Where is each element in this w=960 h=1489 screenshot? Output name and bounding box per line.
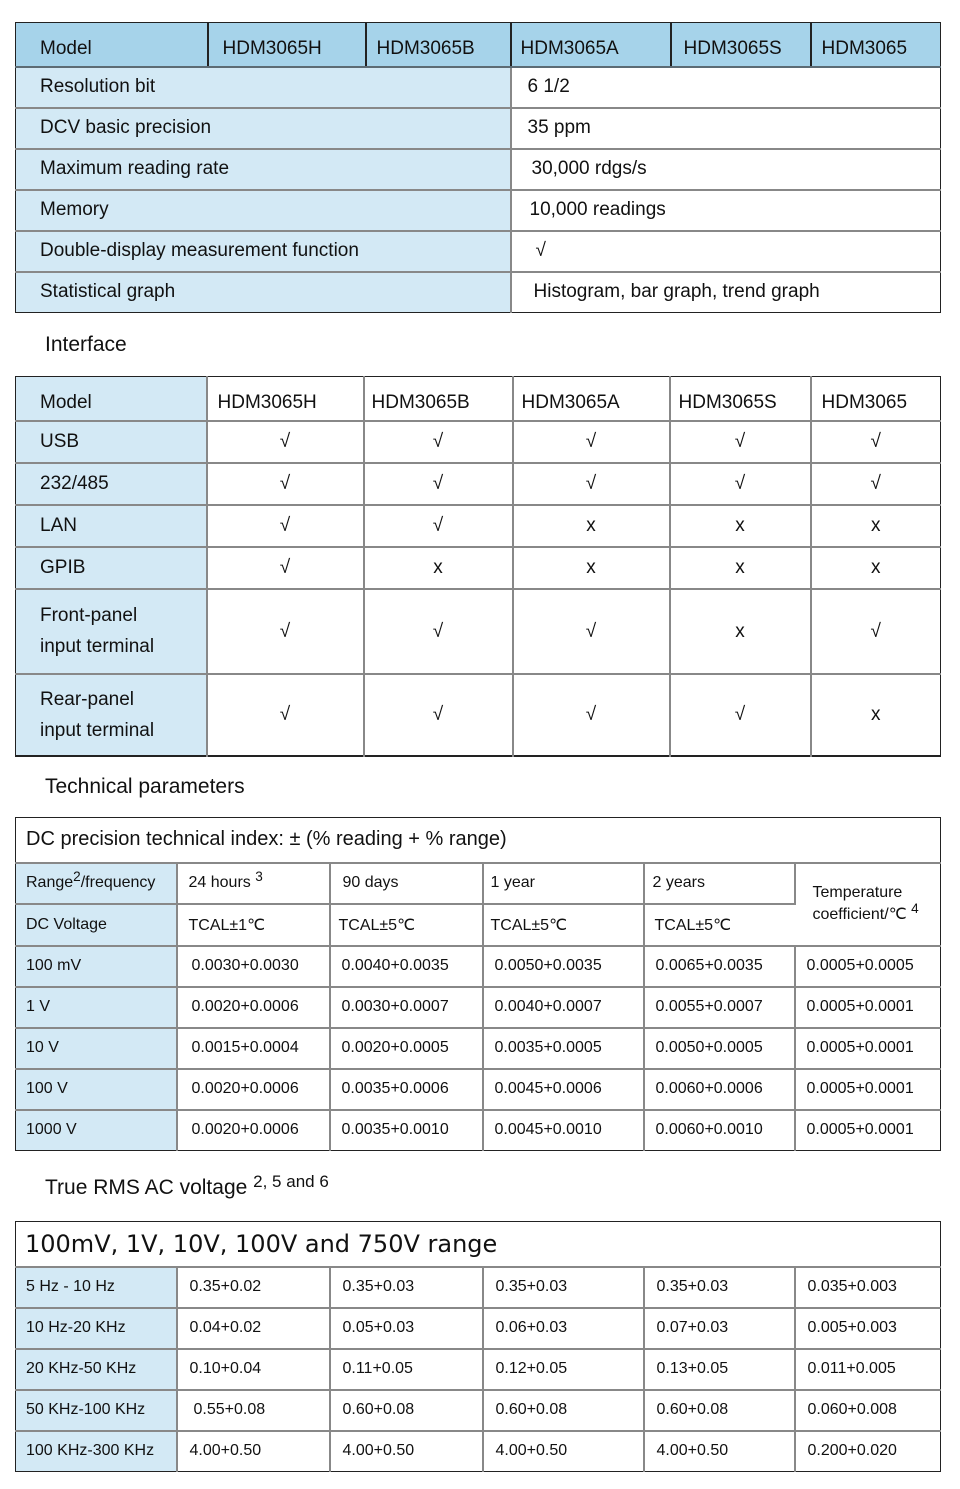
support-mark: √ (207, 547, 364, 589)
value-cell: 0.005+0.003 (795, 1308, 941, 1349)
spec-value: 30,000 rdgs/s (511, 149, 941, 190)
value-cell: 4.00+0.50 (177, 1431, 330, 1472)
period-header: 90 days (330, 863, 483, 904)
value-cell: 0.0060+0.0010 (644, 1110, 795, 1151)
model-header: HDM3065A (513, 377, 670, 421)
label-line: input terminal (40, 636, 155, 657)
interface-label (16, 674, 207, 756)
value-cell: 0.0005+0.0001 (795, 1028, 941, 1069)
support-mark: √ (811, 421, 941, 463)
dc-precision-table (15, 817, 941, 1151)
support-mark: √ (364, 421, 513, 463)
value-cell: 0.0030+0.0007 (330, 987, 483, 1028)
value-cell: 0.05+0.03 (330, 1308, 483, 1349)
value-cell: 0.13+0.05 (644, 1349, 795, 1390)
model-header: HDM3065S (670, 377, 811, 421)
support-mark: √ (207, 505, 364, 547)
value-cell: 0.0035+0.0006 (330, 1069, 483, 1110)
condition-cell: TCAL±5℃ (330, 904, 483, 946)
range-cell: 1000 V (16, 1110, 177, 1151)
table-row (16, 1267, 941, 1308)
frequency-range-cell: 5 Hz - 10 Hz (16, 1267, 177, 1308)
model-header: HDM3065B (366, 23, 511, 67)
support-mark: √ (207, 463, 364, 505)
table-row (16, 421, 941, 463)
table-row (16, 272, 941, 313)
dc-voltage-label: DC Voltage (16, 904, 177, 946)
spec-label: Statistical graph (16, 272, 511, 313)
range-cell: 100 mV (16, 946, 177, 987)
support-mark: √ (670, 674, 811, 756)
frequency-suffix: /frequency (80, 874, 156, 891)
period-label: 24 hours (188, 874, 251, 891)
dc-table-title: DC precision technical index: ± (% reading + % range) (16, 818, 941, 863)
table-row (16, 108, 941, 149)
value-cell: 0.0055+0.0007 (644, 987, 795, 1028)
spec-value: 35 ppm (511, 108, 941, 149)
condition-cell: TCAL±5℃ (483, 904, 644, 946)
spec-label: Double-display measurement function (16, 231, 511, 272)
value-cell: 0.0020+0.0006 (177, 1069, 330, 1110)
ac-heading-text: True RMS AC voltage (45, 1176, 248, 1199)
ac-table-title: 100mV, 1V, 10V, 100V and 750V range (16, 1222, 941, 1267)
support-mark: x (670, 505, 811, 547)
range-cell: 100 V (16, 1069, 177, 1110)
support-mark: √ (513, 421, 670, 463)
value-cell: 0.0005+0.0001 (795, 987, 941, 1028)
model-header: HDM3065H (207, 377, 364, 421)
footnote-ref: 2 (73, 868, 81, 884)
support-mark: √ (207, 589, 364, 674)
value-cell: 0.0045+0.0006 (483, 1069, 644, 1110)
value-cell: 0.35+0.02 (177, 1267, 330, 1308)
interface-table (15, 376, 941, 757)
interface-label: LAN (16, 505, 207, 547)
table-row (16, 589, 941, 674)
value-cell: 0.10+0.04 (177, 1349, 330, 1390)
value-cell: 0.0065+0.0035 (644, 946, 795, 987)
table-row (16, 505, 941, 547)
condition-cell: TCAL±5℃ (644, 904, 795, 946)
support-mark: √ (513, 674, 670, 756)
temp-coefficient-header (795, 863, 941, 946)
support-mark: √ (670, 463, 811, 505)
spec-label: Resolution bit (16, 67, 511, 108)
table-row (16, 946, 941, 987)
value-cell: 0.0035+0.0010 (330, 1110, 483, 1151)
support-mark: √ (207, 421, 364, 463)
dc-title-row (16, 818, 941, 863)
condition-cell: TCAL±1℃ (177, 904, 330, 946)
period-header (177, 863, 330, 904)
value-cell: 0.0015+0.0004 (177, 1028, 330, 1069)
value-cell: 0.0050+0.0005 (644, 1028, 795, 1069)
interface-label (16, 589, 207, 674)
temp-line: Temperature (812, 884, 903, 901)
footnote-ref: 3 (255, 868, 263, 884)
table-row (16, 1431, 941, 1472)
frequency-range-cell: 10 Hz-20 KHz (16, 1308, 177, 1349)
spec-value: 6 1/2 (511, 67, 941, 108)
table-row (16, 1390, 941, 1431)
support-mark: x (364, 547, 513, 589)
spec-label: DCV basic precision (16, 108, 511, 149)
table-row (16, 149, 941, 190)
value-cell: 0.0020+0.0006 (177, 987, 330, 1028)
value-cell: 0.60+0.08 (483, 1390, 644, 1431)
range-frequency-header (16, 863, 177, 904)
value-cell: 0.0005+0.0001 (806, 1121, 914, 1139)
support-mark: √ (811, 589, 941, 674)
period-header: 1 year (483, 863, 644, 904)
general-spec-table (15, 22, 941, 313)
frequency-range-cell: 50 KHz-100 KHz (16, 1390, 177, 1431)
support-mark: x (670, 589, 811, 674)
value-cell: 0.35+0.03 (644, 1267, 795, 1308)
interface-label: GPIB (16, 547, 207, 589)
label-line: Rear-panel (40, 688, 134, 710)
frequency-range-cell: 20 KHz-50 KHz (16, 1349, 177, 1390)
support-mark: √ (364, 589, 513, 674)
support-mark: x (811, 505, 941, 547)
period-header: 2 years (644, 863, 795, 904)
value-cell: 0.0040+0.0007 (483, 987, 644, 1028)
value-cell: 4.00+0.50 (644, 1431, 795, 1472)
table-row (16, 1110, 941, 1151)
value-cell: 0.12+0.05 (483, 1349, 644, 1390)
model-header: HDM3065 (811, 377, 941, 421)
frequency-range-cell: 100 KHz-300 KHz (16, 1431, 177, 1472)
spec-value: Histogram, bar graph, trend graph (511, 272, 941, 313)
model-header: HDM3065 (811, 23, 941, 67)
dc-header-row (16, 863, 941, 904)
support-mark: √ (364, 674, 513, 756)
value-cell: 0.07+0.03 (644, 1308, 795, 1349)
value-cell: 0.0045+0.0010 (483, 1110, 644, 1151)
table-row (16, 547, 941, 589)
table-row (16, 1308, 941, 1349)
model-label: Model (16, 377, 207, 421)
value-cell: 0.0030+0.0030 (177, 946, 330, 987)
range-cell: 1 V (16, 987, 177, 1028)
value-cell: 0.35+0.03 (330, 1267, 483, 1308)
support-mark: √ (364, 505, 513, 547)
value-cell: 0.011+0.005 (795, 1349, 941, 1390)
table-row (16, 190, 941, 231)
interface-label: USB (16, 421, 207, 463)
spec-label: Memory (16, 190, 511, 231)
table-row (16, 1028, 941, 1069)
support-mark: √ (207, 674, 364, 756)
value-cell: 0.200+0.020 (807, 1442, 897, 1460)
value-cell: 0.0035+0.0005 (483, 1028, 644, 1069)
value-cell: 0.0060+0.0006 (644, 1069, 795, 1110)
table-row (16, 67, 941, 108)
model-header: HDM3065B (364, 377, 513, 421)
general-header-row (16, 23, 941, 67)
table-row (16, 1069, 941, 1110)
ac-title-row (16, 1222, 941, 1267)
technical-heading: Technical parameters (45, 775, 245, 798)
value-cell: 0.11+0.05 (330, 1349, 483, 1390)
range-label: Range (26, 874, 74, 891)
label-line: input terminal (40, 719, 155, 741)
support-mark: x (811, 547, 941, 589)
value-cell: 0.0005+0.0005 (795, 946, 941, 987)
range-cell: 10 V (16, 1028, 177, 1069)
interface-header-row (16, 377, 941, 421)
temp-line: coefficient/℃ (812, 906, 907, 923)
model-label: Model (16, 23, 208, 67)
value-cell: 0.04+0.02 (177, 1308, 330, 1349)
spec-label: Maximum reading rate (16, 149, 511, 190)
value-cell: 0.0040+0.0035 (330, 946, 483, 987)
value-cell: 0.0020+0.0006 (177, 1110, 330, 1151)
table-row (16, 674, 941, 756)
ac-voltage-table (15, 1221, 941, 1472)
value-cell: 0.55+0.08 (177, 1390, 330, 1431)
support-mark: √ (670, 421, 811, 463)
footnote-ref: 2, 5 and 6 (253, 1172, 329, 1191)
support-mark: √ (364, 463, 513, 505)
value-cell: 0.06+0.03 (483, 1308, 644, 1349)
value-cell: 0.35+0.03 (483, 1267, 644, 1308)
support-mark: √ (811, 463, 941, 505)
value-cell: 4.00+0.50 (483, 1431, 644, 1472)
table-row (16, 231, 941, 272)
value-cell: 0.0005+0.0001 (795, 1069, 941, 1110)
model-header: HDM3065A (511, 23, 671, 67)
value-cell: 0.60+0.08 (330, 1390, 483, 1431)
spec-value: 10,000 readings (511, 190, 941, 231)
value-cell: 4.00+0.50 (330, 1431, 483, 1472)
value-cell: 0.0020+0.0005 (330, 1028, 483, 1069)
model-header: HDM3065S (671, 23, 811, 67)
ac-heading (45, 1172, 329, 1200)
interface-heading: Interface (45, 333, 127, 356)
interface-label: 232/485 (16, 463, 207, 505)
footnote-ref: 4 (911, 900, 919, 916)
check-mark: √ (511, 231, 941, 272)
value-cell: 0.60+0.08 (644, 1390, 795, 1431)
table-row (16, 1349, 941, 1390)
support-mark: √ (513, 463, 670, 505)
value-cell: 0.0050+0.0035 (483, 946, 644, 987)
label-line: Front-panel (40, 605, 138, 626)
support-mark: x (513, 547, 670, 589)
support-mark: x (871, 704, 881, 725)
model-header: HDM3065H (208, 23, 366, 67)
value-cell: 0.035+0.003 (795, 1267, 941, 1308)
support-mark: x (670, 547, 811, 589)
support-mark: x (513, 505, 670, 547)
table-row (16, 987, 941, 1028)
table-row (16, 463, 941, 505)
support-mark: √ (513, 589, 670, 674)
value-cell: 0.060+0.008 (795, 1390, 941, 1431)
